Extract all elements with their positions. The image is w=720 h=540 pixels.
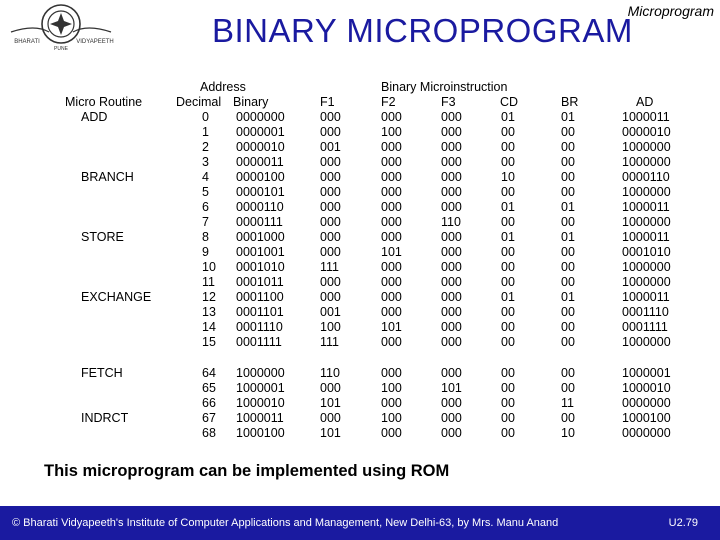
cell-decimal: 8 — [202, 230, 209, 244]
cell-binary: 0001000 — [236, 230, 285, 244]
cell-ad: 1000001 — [622, 366, 671, 380]
cell-decimal: 65 — [202, 381, 216, 395]
cell-binary: 0000000 — [236, 110, 285, 124]
header-br: BR — [561, 95, 579, 109]
cell-f1: 110 — [320, 366, 340, 380]
cell-cd: 00 — [501, 366, 515, 380]
cell-br: 00 — [561, 305, 575, 319]
cell-f3: 000 — [441, 170, 462, 184]
cell-decimal: 5 — [202, 185, 209, 199]
cell-cd: 00 — [501, 155, 515, 169]
slide-header — [0, 0, 720, 58]
cell-f2: 000 — [381, 215, 402, 229]
cell-decimal: 6 — [202, 200, 209, 214]
cell-decimal: 12 — [202, 290, 216, 304]
cell-br: 00 — [561, 320, 575, 334]
cell-cd: 00 — [501, 215, 515, 229]
cell-binary: 1000000 — [236, 366, 285, 380]
cell-br: 00 — [561, 260, 575, 274]
cell-binary: 0001111 — [236, 335, 282, 349]
cell-cd: 00 — [501, 335, 515, 349]
cell-f2: 000 — [381, 396, 402, 410]
cell-binary: 0001001 — [236, 245, 285, 259]
routine-label: FETCH — [81, 366, 123, 380]
header-f3: F3 — [441, 95, 456, 109]
cell-cd: 01 — [501, 200, 515, 214]
cell-f1: 100 — [320, 320, 341, 334]
cell-f2: 000 — [381, 200, 402, 214]
cell-cd: 00 — [501, 426, 515, 440]
cell-decimal: 7 — [202, 215, 209, 229]
cell-ad: 0000000 — [622, 426, 671, 440]
routine-label: BRANCH — [81, 170, 134, 184]
cell-ad: 1000000 — [622, 140, 671, 154]
cell-decimal: 66 — [202, 396, 216, 410]
cell-cd: 00 — [501, 411, 515, 425]
institute-logo — [5, 2, 117, 60]
cell-f2: 100 — [381, 381, 402, 395]
cell-cd: 00 — [501, 320, 515, 334]
cell-decimal: 67 — [202, 411, 216, 425]
cell-f2: 000 — [381, 170, 402, 184]
cell-f2: 000 — [381, 230, 402, 244]
cell-binary: 0000110 — [236, 200, 284, 214]
cell-br: 01 — [561, 200, 575, 214]
cell-f3: 110 — [441, 215, 461, 229]
cell-f2: 000 — [381, 155, 402, 169]
cell-br: 01 — [561, 230, 575, 244]
cell-decimal: 4 — [202, 170, 209, 184]
cell-binary: 0001010 — [236, 260, 285, 274]
cell-f3: 000 — [441, 396, 462, 410]
cell-ad: 1000100 — [622, 411, 671, 425]
cell-cd: 00 — [501, 396, 515, 410]
cell-f3: 000 — [441, 320, 462, 334]
header-f1: F1 — [320, 95, 335, 109]
cell-br: 00 — [561, 185, 575, 199]
cell-f1: 000 — [320, 275, 341, 289]
svg-text:PUNE: PUNE — [54, 46, 68, 52]
cell-f2: 000 — [381, 305, 402, 319]
cell-ad: 1000011 — [622, 290, 670, 304]
cell-f1: 000 — [320, 381, 341, 395]
cell-br: 00 — [561, 366, 575, 380]
cell-f2: 101 — [381, 245, 402, 259]
cell-decimal: 2 — [202, 140, 209, 154]
cell-f3: 000 — [441, 260, 462, 274]
cell-ad: 1000011 — [622, 200, 670, 214]
cell-cd: 00 — [501, 260, 515, 274]
cell-cd: 00 — [501, 125, 515, 139]
cell-br: 01 — [561, 110, 575, 124]
cell-br: 00 — [561, 170, 575, 184]
cell-ad: 0000010 — [622, 125, 671, 139]
cell-f2: 000 — [381, 290, 402, 304]
rom-note: This microprogram can be implemented using ROM — [44, 462, 450, 480]
cell-f1: 000 — [320, 155, 341, 169]
cell-f3: 000 — [441, 140, 462, 154]
header-f2: F2 — [381, 95, 396, 109]
cell-ad: 1000011 — [622, 110, 670, 124]
cell-ad: 0000000 — [622, 396, 671, 410]
cell-f3: 000 — [441, 155, 462, 169]
routine-label: INDRCT — [81, 411, 129, 425]
header-address: Address — [200, 80, 246, 94]
header-binary: Binary — [233, 95, 269, 109]
cell-f3: 000 — [441, 245, 462, 259]
footer-bar — [0, 506, 720, 540]
cell-decimal: 9 — [202, 245, 209, 259]
cell-f1: 000 — [320, 245, 341, 259]
cell-ad: 1000010 — [622, 381, 671, 395]
cell-f1: 000 — [320, 215, 341, 229]
cell-f3: 000 — [441, 125, 462, 139]
cell-f2: 000 — [381, 185, 402, 199]
cell-cd: 00 — [501, 275, 515, 289]
cell-f3: 000 — [441, 185, 462, 199]
cell-decimal: 10 — [202, 260, 216, 274]
cell-f2: 000 — [381, 366, 402, 380]
cell-br: 00 — [561, 381, 575, 395]
cell-decimal: 14 — [202, 320, 216, 334]
cell-f2: 000 — [381, 260, 402, 274]
header-binary-microinstruction: Binary Microinstruction — [381, 80, 508, 94]
cell-ad: 0000110 — [622, 170, 670, 184]
cell-br: 00 — [561, 140, 575, 154]
cell-br: 00 — [561, 215, 575, 229]
cell-f2: 000 — [381, 110, 402, 124]
cell-f1: 000 — [320, 125, 341, 139]
cell-f2: 000 — [381, 426, 402, 440]
cell-f3: 000 — [441, 426, 462, 440]
cell-decimal: 0 — [202, 110, 209, 124]
corner-section-label: Microprogram — [627, 3, 714, 19]
cell-br: 01 — [561, 290, 575, 304]
cell-binary: 1000100 — [236, 426, 285, 440]
footer-copyright: © Bharati Vidyapeeth's Institute of Computer Applications and Management, New Delhi-63, by Mrs. Manu Anand — [12, 517, 559, 529]
svg-text:VIDYAPEETH: VIDYAPEETH — [76, 39, 114, 45]
cell-ad: 1000000 — [622, 215, 671, 229]
cell-f2: 101 — [381, 320, 402, 334]
slide-number: U2.79 — [668, 517, 698, 529]
cell-f3: 101 — [441, 381, 462, 395]
routine-label: EXCHANGE — [81, 290, 152, 304]
cell-f1: 111 — [320, 335, 340, 349]
cell-f3: 000 — [441, 275, 462, 289]
routine-label: ADD — [81, 110, 108, 124]
cell-f3: 000 — [441, 411, 462, 425]
cell-f3: 000 — [441, 110, 462, 124]
cell-ad: 1000000 — [622, 335, 671, 349]
cell-binary: 0000101 — [236, 185, 285, 199]
svg-text:BHARATI: BHARATI — [14, 39, 40, 45]
cell-f1: 000 — [320, 411, 341, 425]
cell-cd: 00 — [501, 140, 515, 154]
cell-decimal: 68 — [202, 426, 216, 440]
cell-binary: 0001100 — [236, 290, 284, 304]
cell-binary: 0001101 — [236, 305, 284, 319]
cell-f1: 000 — [320, 110, 341, 124]
cell-binary: 0000011 — [236, 155, 284, 169]
cell-binary: 1000011 — [236, 411, 284, 425]
cell-br: 00 — [561, 245, 575, 259]
cell-cd: 01 — [501, 230, 515, 244]
cell-binary: 0000001 — [236, 125, 285, 139]
cell-br: 00 — [561, 411, 575, 425]
cell-ad: 0001110 — [622, 305, 669, 319]
cell-f1: 000 — [320, 185, 341, 199]
cell-f3: 000 — [441, 366, 462, 380]
cell-br: 00 — [561, 125, 575, 139]
cell-cd: 00 — [501, 185, 515, 199]
cell-ad: 1000000 — [622, 275, 671, 289]
cell-cd: 00 — [501, 245, 515, 259]
cell-ad: 0001111 — [622, 320, 668, 334]
cell-cd: 00 — [501, 381, 515, 395]
header-ad: AD — [636, 95, 654, 109]
cell-f1: 000 — [320, 200, 341, 214]
cell-f1: 000 — [320, 290, 341, 304]
cell-f3: 000 — [441, 200, 462, 214]
cell-f1: 001 — [320, 140, 341, 154]
cell-decimal: 3 — [202, 155, 209, 169]
cell-binary: 1000001 — [236, 381, 285, 395]
cell-br: 00 — [561, 275, 575, 289]
page-title: BINARY MICROPROGRAM — [212, 12, 633, 49]
cell-f2: 000 — [381, 275, 402, 289]
cell-cd: 10 — [501, 170, 515, 184]
cell-decimal: 15 — [202, 335, 216, 349]
cell-f3: 000 — [441, 230, 462, 244]
cell-f1: 000 — [320, 230, 341, 244]
cell-decimal: 11 — [202, 275, 215, 289]
cell-f3: 000 — [441, 290, 462, 304]
cell-ad: 0001010 — [622, 245, 671, 259]
cell-ad: 1000011 — [622, 230, 670, 244]
header-decimal: Decimal — [176, 95, 222, 109]
cell-f1: 000 — [320, 170, 341, 184]
cell-f3: 000 — [441, 305, 462, 319]
cell-br: 00 — [561, 335, 575, 349]
cell-ad: 1000000 — [622, 185, 671, 199]
routine-label: STORE — [81, 230, 124, 244]
cell-f1: 001 — [320, 305, 341, 319]
cell-ad: 1000000 — [622, 260, 671, 274]
cell-binary: 1000010 — [236, 396, 285, 410]
cell-binary: 0000010 — [236, 140, 285, 154]
cell-f2: 100 — [381, 411, 402, 425]
cell-br: 10 — [561, 426, 575, 440]
cell-decimal: 64 — [202, 366, 216, 380]
cell-br: 00 — [561, 155, 575, 169]
cell-binary: 0000111 — [236, 215, 283, 229]
cell-f2: 000 — [381, 140, 402, 154]
cell-ad: 1000000 — [622, 155, 671, 169]
cell-f2: 100 — [381, 125, 402, 139]
cell-decimal: 1 — [202, 125, 209, 139]
cell-binary: 0001110 — [236, 320, 283, 334]
cell-br: 11 — [561, 396, 574, 410]
cell-f1: 101 — [320, 396, 341, 410]
cell-decimal: 13 — [202, 305, 216, 319]
cell-cd: 00 — [501, 305, 515, 319]
cell-binary: 0000100 — [236, 170, 285, 184]
cell-f1: 111 — [320, 260, 340, 274]
cell-cd: 01 — [501, 290, 515, 304]
header-cd: CD — [500, 95, 519, 109]
cell-f2: 000 — [381, 335, 402, 349]
header-micro-routine: Micro Routine — [65, 95, 143, 109]
cell-f3: 000 — [441, 335, 462, 349]
cell-binary: 0001011 — [236, 275, 284, 289]
cell-cd: 01 — [501, 110, 515, 124]
cell-f1: 101 — [320, 426, 341, 440]
